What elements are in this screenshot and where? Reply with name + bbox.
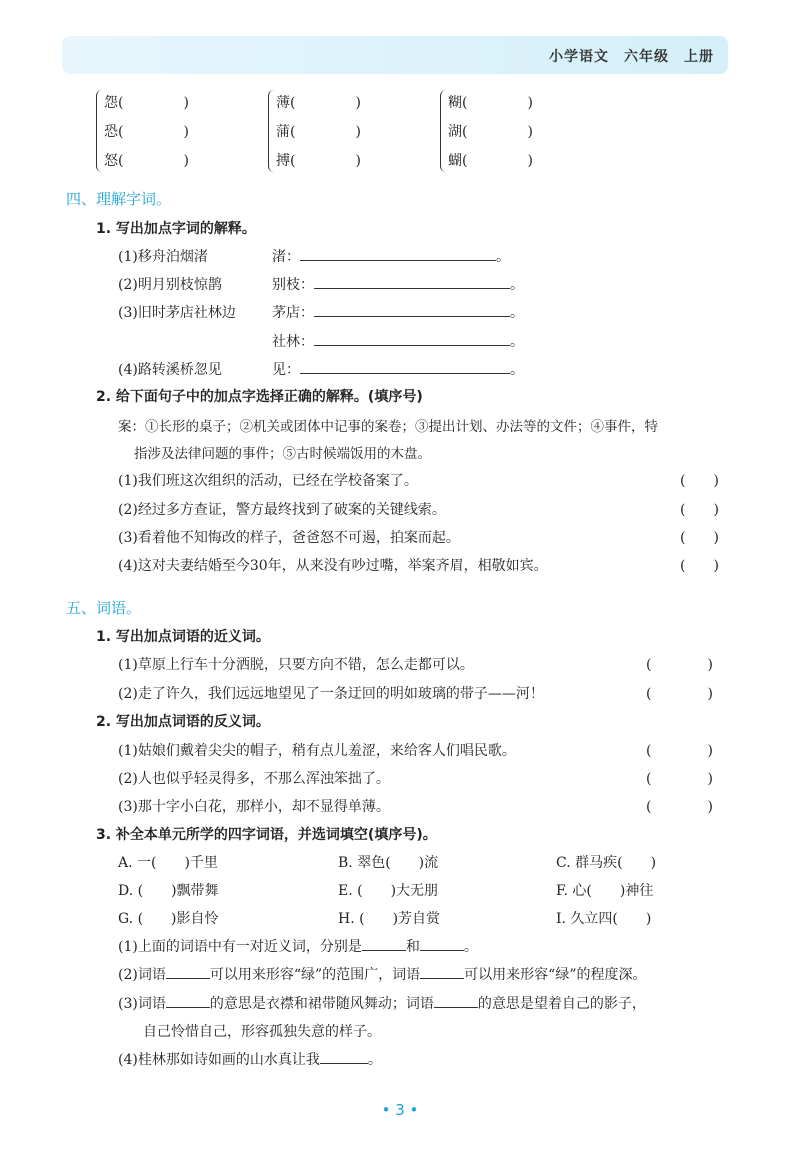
fill-line-3: (3)词语 的意思是衣襟和裙带随风舞动；词语 的意思是望着自己的影子， bbox=[118, 996, 646, 1012]
answer-paren: ( ) bbox=[646, 771, 713, 787]
brace bbox=[440, 90, 447, 172]
answer-line: 别枝： 。 bbox=[272, 277, 524, 293]
answer-paren: ( ) bbox=[646, 657, 713, 673]
option: I. 久立四( ) bbox=[556, 911, 652, 927]
answer-paren: ( ) bbox=[646, 686, 713, 702]
question-title: 2. 给下面句子中的加点字选择正确的解释。(填序号) bbox=[96, 389, 423, 405]
char-item: 怨( ) bbox=[104, 95, 189, 111]
sentence: (1)姑娘们戴着尖尖的帽子，稍有点儿羞涩，来给客人们唱民歌。 bbox=[118, 743, 516, 759]
brace bbox=[268, 90, 275, 172]
item-text: (2)明月别枝惊鹊 bbox=[118, 277, 222, 293]
sentence: (1)我们班这次组织的活动，已经在学校备案了。 bbox=[118, 473, 418, 489]
item-text: (1)移舟泊烟渚 bbox=[118, 249, 208, 265]
question-title: 2. 写出加点词语的反义词。 bbox=[96, 714, 270, 730]
question-title: 1. 写出加点词语的近义词。 bbox=[96, 629, 270, 645]
brace bbox=[96, 90, 103, 172]
question-title: 3. 补全本单元所学的四字词语，并选词填空(填序号)。 bbox=[96, 827, 437, 843]
section-title-4: 四、理解字词。 bbox=[66, 190, 172, 208]
sentence: (2)人也似乎轻灵得多，不那么浑浊笨拙了。 bbox=[118, 771, 390, 787]
answer-line: 社林： 。 bbox=[272, 334, 524, 350]
option: C. 群马疾( ) bbox=[556, 855, 657, 871]
sentence: (2)经过多方查证，警方最终找到了破案的关键线索。 bbox=[118, 502, 446, 518]
option: D. ( )飘带舞 bbox=[118, 883, 219, 899]
option: B. 翠色( )流 bbox=[338, 855, 439, 871]
fill-line-2: (2)词语 可以用来形容“绿”的范围广，词语 可以用来形容“绿”的程度深。 bbox=[118, 967, 647, 983]
answer-paren: ( ) bbox=[646, 799, 713, 815]
char-item: 搏( ) bbox=[276, 153, 361, 169]
sentence: (4)这对夫妻结婚至今30年，从来没有吵过嘴，举案齐眉，相敬如宾。 bbox=[118, 558, 548, 574]
answer-paren: ( ) bbox=[680, 558, 719, 574]
option: H. ( )芳自赏 bbox=[338, 911, 441, 927]
char-group-3 bbox=[440, 88, 600, 178]
header-title: 小学语文 六年级 上册 bbox=[549, 49, 714, 65]
answer-paren: ( ) bbox=[680, 473, 719, 489]
option: F. 心( )神往 bbox=[556, 883, 654, 899]
char-item: 蒲( ) bbox=[276, 124, 361, 140]
sentence: (3)看着他不知悔改的样子，爸爸怒不可遏，拍案而起。 bbox=[118, 530, 460, 546]
header-banner bbox=[62, 36, 728, 74]
option: E. ( )大无朋 bbox=[338, 883, 439, 899]
option: A. 一( )千里 bbox=[118, 855, 218, 871]
question-title: 1. 写出加点字词的解释。 bbox=[96, 221, 256, 237]
page-number: • 3 • bbox=[381, 1101, 419, 1119]
sentence: (2)走了许久，我们远远地望见了一条迂回的明如玻璃的带子——河！ bbox=[118, 686, 544, 702]
char-group-1 bbox=[96, 88, 256, 178]
section-title-5: 五、词语。 bbox=[66, 599, 142, 617]
sentence: (3)那十字小白花，那样小，却不显得单薄。 bbox=[118, 799, 390, 815]
char-item: 湖( ) bbox=[448, 124, 533, 140]
item-text: (4)路转溪桥忽见 bbox=[118, 362, 222, 378]
char-item: 怒( ) bbox=[104, 153, 189, 169]
definition-text: 案：①长形的桌子；②机关或团体中记事的案卷；③提出计划、办法等的文件；④事件，特 bbox=[118, 419, 658, 435]
definition-text: 指涉及法律问题的事件；⑤古时候端饭用的木盘。 bbox=[134, 446, 431, 462]
fill-line-3b: 自己怜惜自己，形容孤独失意的样子。 bbox=[143, 1024, 381, 1040]
char-group-2 bbox=[268, 88, 428, 178]
answer-line: 茅店： 。 bbox=[272, 305, 524, 321]
fill-line-4: (4)桂林那如诗如画的山水真让我 。 bbox=[118, 1052, 382, 1068]
answer-paren: ( ) bbox=[680, 502, 719, 518]
answer-line: 渚： 。 bbox=[272, 249, 510, 265]
char-item: 糊( ) bbox=[448, 95, 533, 111]
option: G. ( )影自怜 bbox=[118, 911, 219, 927]
char-item: 蝴( ) bbox=[448, 153, 533, 169]
answer-paren: ( ) bbox=[646, 743, 713, 759]
fill-line-1: (1)上面的词语中有一对近义词，分别是 和 。 bbox=[118, 939, 478, 955]
char-item: 薄( ) bbox=[276, 95, 361, 111]
sentence: (1)草原上行车十分洒脱，只要方向不错，怎么走都可以。 bbox=[118, 657, 474, 673]
char-item: 恐( ) bbox=[104, 124, 189, 140]
item-text: (3)旧时茅店社林边 bbox=[118, 305, 236, 321]
answer-paren: ( ) bbox=[680, 530, 719, 546]
answer-line: 见： 。 bbox=[272, 362, 524, 378]
